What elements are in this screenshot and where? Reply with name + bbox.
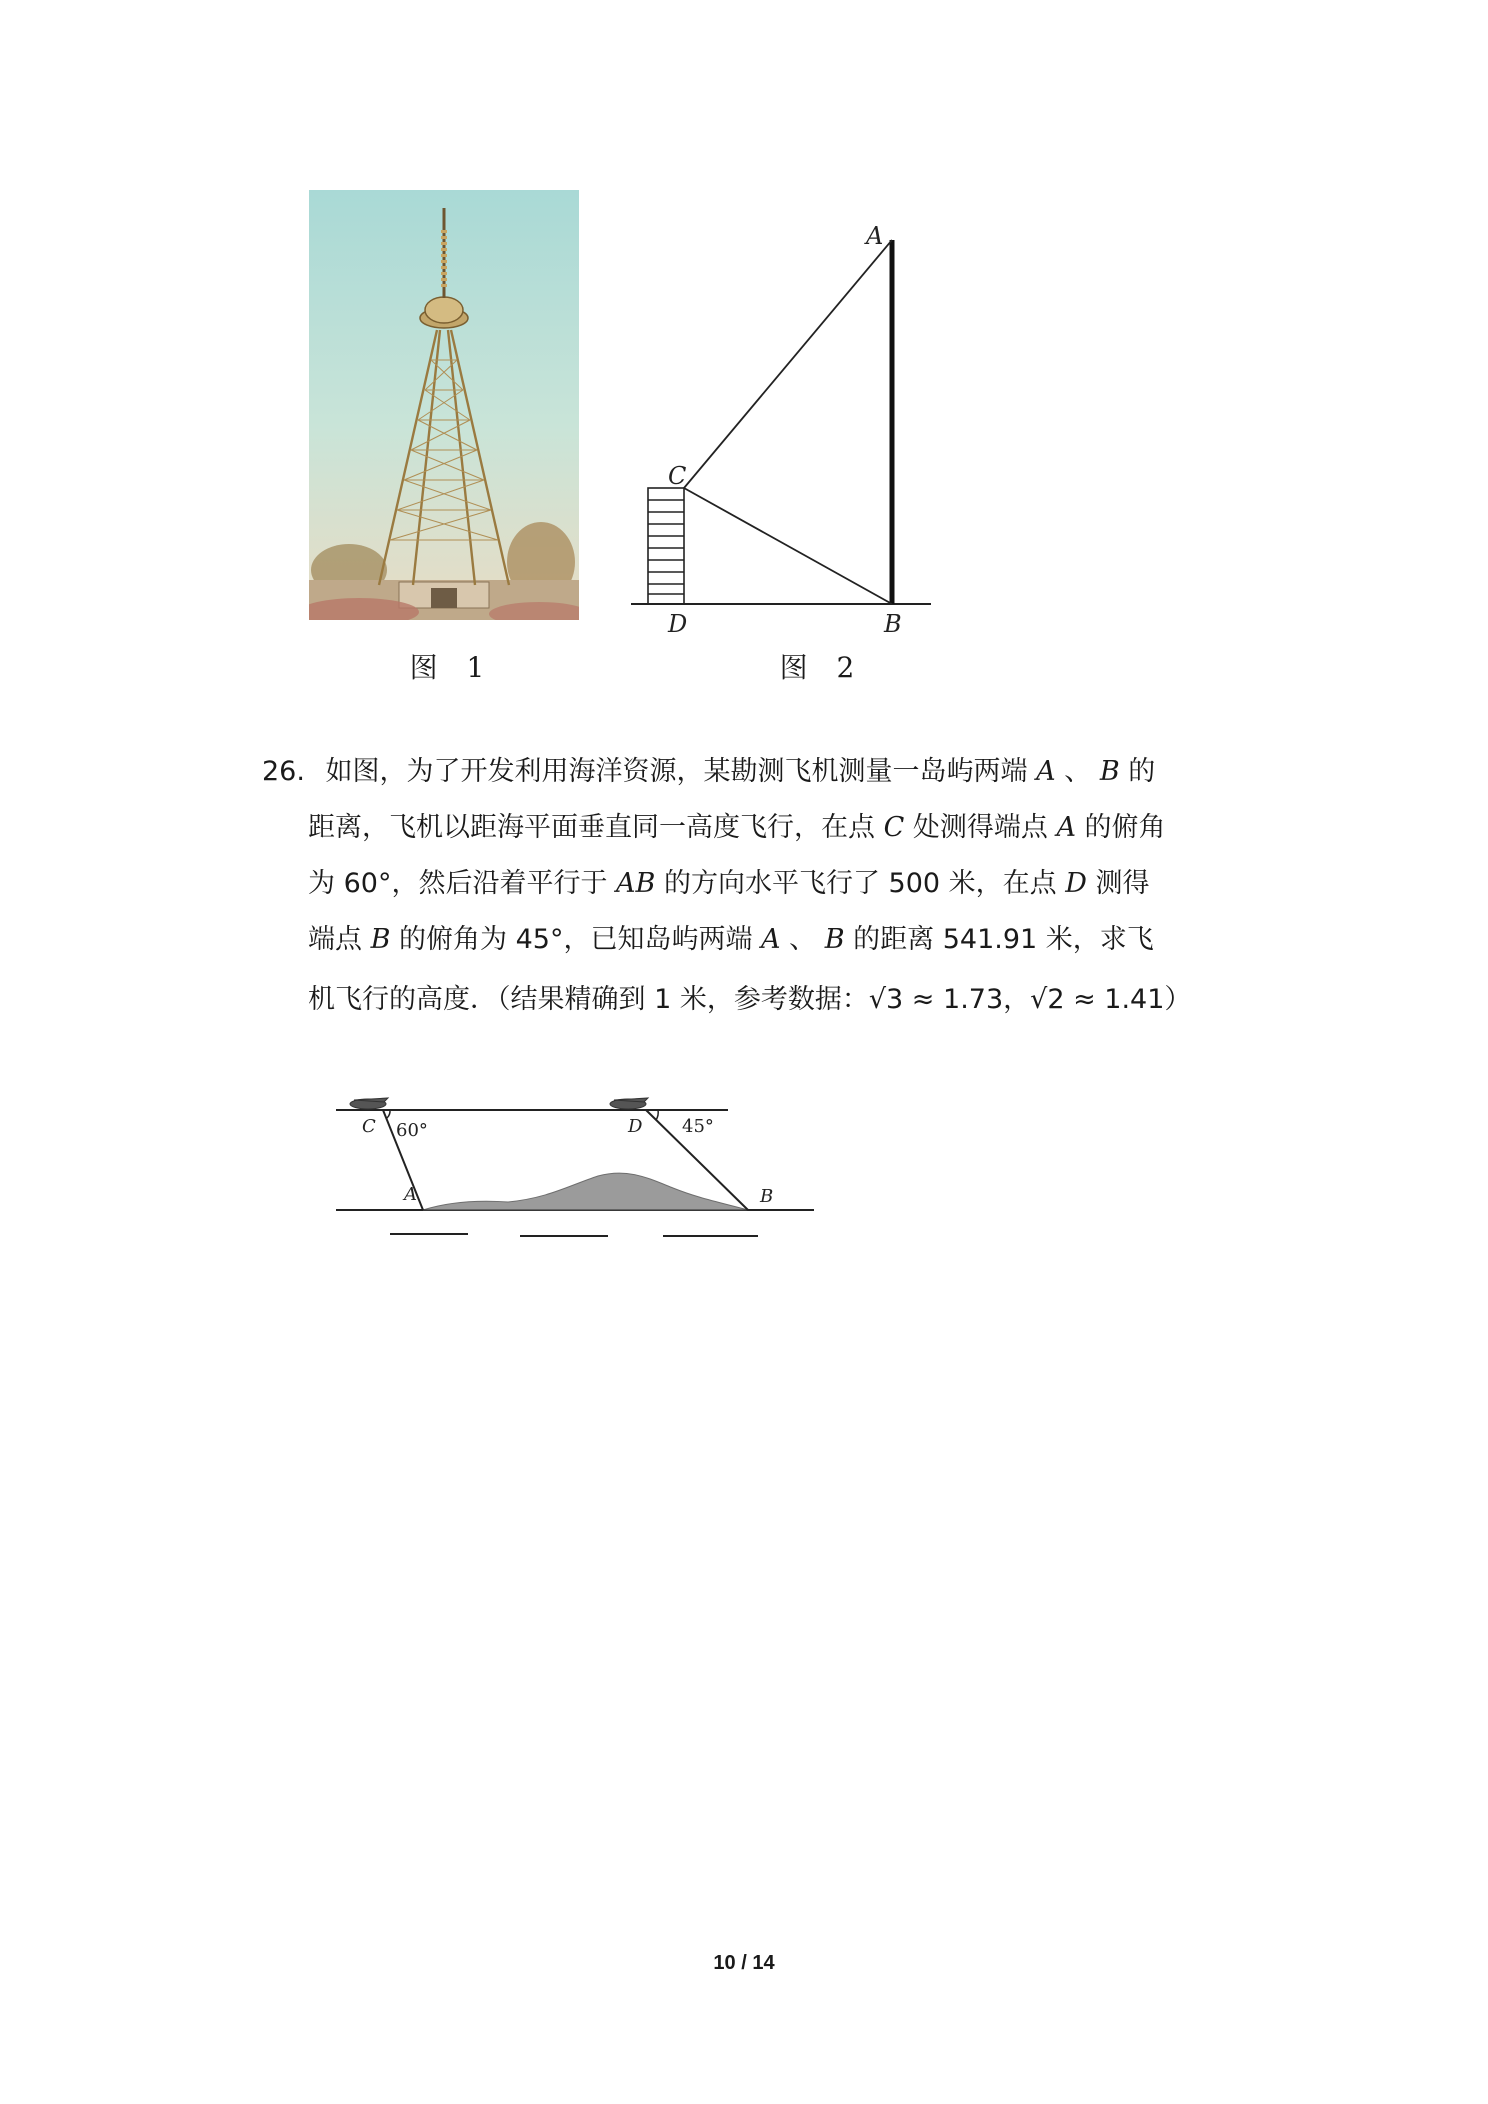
- angle-60: 60°: [396, 1120, 428, 1141]
- tower-photo: [309, 190, 579, 620]
- label-d: D: [668, 610, 688, 638]
- label-d: D: [628, 1116, 643, 1137]
- plane-island-diagram: [328, 1090, 818, 1260]
- problem-line-5: 机飞行的高度．（结果精确到 1 米，参考数据：√3 ≈ 1.73，√2 ≈ 1.41）: [308, 984, 1192, 1015]
- page-number: 10 / 14: [713, 1952, 775, 1974]
- label-b: B: [884, 610, 902, 638]
- building-cd: [648, 488, 684, 604]
- problem-line-1: 26. 如图，为了开发利用海洋资源，某勘测飞机测量一岛屿两端 A 、 B 的: [262, 756, 1156, 787]
- question-number: 26.: [262, 756, 305, 787]
- label-b: B: [760, 1186, 774, 1207]
- angle-45: 45°: [682, 1116, 714, 1137]
- problem-line-2: 距离，飞机以距海平面垂直同一高度飞行，在点 C 处测得端点 A 的俯角: [308, 812, 1166, 843]
- label-a: A: [404, 1184, 417, 1205]
- line-ca: [684, 240, 892, 488]
- plane-icon-c: [350, 1098, 388, 1109]
- label-c: C: [362, 1116, 376, 1137]
- problem-line-4: 端点 B 的俯角为 45°，已知岛屿两端 A 、 B 的距离 541.91 米，求飞: [308, 924, 1154, 955]
- figure1-caption: 图 1: [409, 651, 495, 684]
- line-cb: [684, 488, 892, 604]
- label-a: A: [866, 222, 884, 250]
- problem-line-3: 为 60°，然后沿着平行于 AB 的方向水平飞行了 500 米，在点 D 测得: [308, 868, 1150, 899]
- figure2-caption: 图 2: [779, 651, 865, 684]
- tower-geometry-diagram: [626, 222, 936, 652]
- label-c: C: [668, 462, 687, 490]
- plane-icon-d: [610, 1098, 648, 1109]
- island: [423, 1173, 748, 1210]
